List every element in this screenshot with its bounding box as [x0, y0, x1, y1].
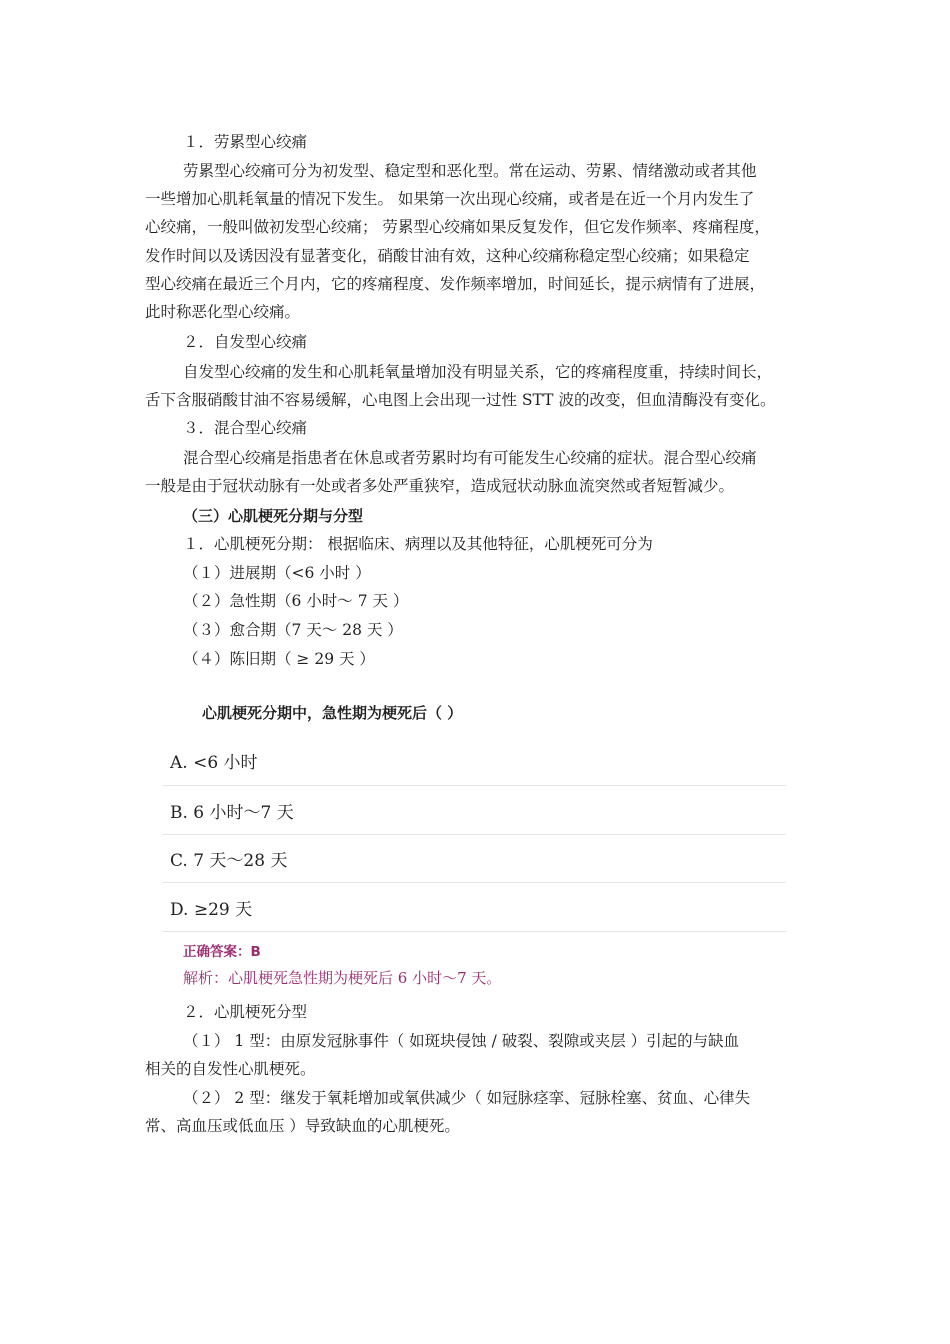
paragraph-line: 型心绞痛在最近三个月内，它的疼痛程度、发作频率增加，时间延长，提示病情有了进展，	[145, 275, 766, 293]
heading-exertional-angina: １．劳累型心绞痛	[183, 133, 308, 151]
type-2-line: （２） 2 型：继发于氧耗增加或氧供减少（ 如冠脉痉挛、冠脉栓塞、贫血、心律失	[183, 1089, 751, 1107]
option-label: B. 6 小时～7 天	[170, 803, 294, 823]
section-title: （三）心肌梗死分期与分型	[183, 507, 364, 525]
quiz-option-c[interactable]	[163, 834, 786, 883]
paragraph-line: 自发型心绞痛的发生和心肌耗氧量增加没有明显关系，它的疼痛程度重，持续时间长，	[183, 363, 773, 381]
heading-mixed-angina: ３．混合型心绞痛	[183, 419, 308, 437]
paragraph-line: 舌下含服硝酸甘油不容易缓解，心电图上会出现一过性 STT 波的改变，但血清酶没有变化。	[145, 391, 776, 409]
paragraph-line: 发作时间以及诱因没有显著变化，硝酸甘油有效，这种心绞痛称稳定型心绞痛；如果稳定	[145, 247, 750, 265]
paragraph-line: 心绞痛，一般叫做初发型心绞痛； 劳累型心绞痛如果反复发作，但它发作频率、疼痛程度，	[145, 218, 770, 236]
paragraph-line: 一些增加心肌耗氧量的情况下发生。 如果第一次出现心绞痛，或者是在近一个月内发生了	[145, 190, 755, 208]
heading-spontaneous-angina: ２．自发型心绞痛	[183, 333, 308, 351]
quiz-option-d[interactable]	[163, 883, 786, 932]
staging-intro: １．心肌梗死分期： 根据临床、病理以及其他特征，心肌梗死可分为	[183, 535, 653, 553]
stage-item: （３）愈合期（7 天～ 28 天 ）	[183, 621, 403, 639]
quiz-option-b[interactable]	[163, 785, 786, 835]
option-label: A. <6 小时	[170, 753, 258, 773]
option-label: D. ≥29 天	[170, 900, 253, 920]
stage-item: （２）急性期（6 小时～ 7 天 ）	[183, 592, 409, 610]
option-label: C. 7 天～28 天	[170, 851, 288, 871]
correct-answer: 正确答案：B	[183, 944, 261, 960]
quiz-option-a[interactable]	[163, 736, 786, 784]
paragraph-line: 此时称恶化型心绞痛。	[145, 303, 301, 321]
paragraph-line: 劳累型心绞痛可分为初发型、稳定型和恶化型。常在运动、劳累、情绪激动或者其他	[183, 162, 757, 180]
answer-analysis: 解析：心肌梗死急性期为梗死后 6 小时～7 天。	[183, 969, 502, 987]
quiz-question: 心肌梗死分期中，急性期为梗死后（ ）	[202, 704, 463, 722]
heading-mi-types: ２．心肌梗死分型	[183, 1003, 308, 1021]
type-1-line: （１） 1 型：由原发冠脉事件（ 如斑块侵蚀 / 破裂、裂隙或夹层 ）引起的与缺血	[183, 1032, 740, 1050]
type-2-line: 常、高血压或低血压 ）导致缺血的心肌梗死。	[145, 1117, 460, 1135]
stage-item: （４）陈旧期（ ≥ 29 天 ）	[183, 650, 375, 668]
paragraph-line: 一般是由于冠状动脉有一处或者多处严重狭窄，造成冠状动脉血流突然或者短暂减少。	[145, 477, 735, 495]
stage-item: （１）进展期（<6 小时 ）	[183, 564, 371, 582]
type-1-line: 相关的自发性心肌梗死。	[145, 1060, 316, 1078]
paragraph-line: 混合型心绞痛是指患者在休息或者劳累时均有可能发生心绞痛的症状。混合型心绞痛	[183, 449, 757, 467]
